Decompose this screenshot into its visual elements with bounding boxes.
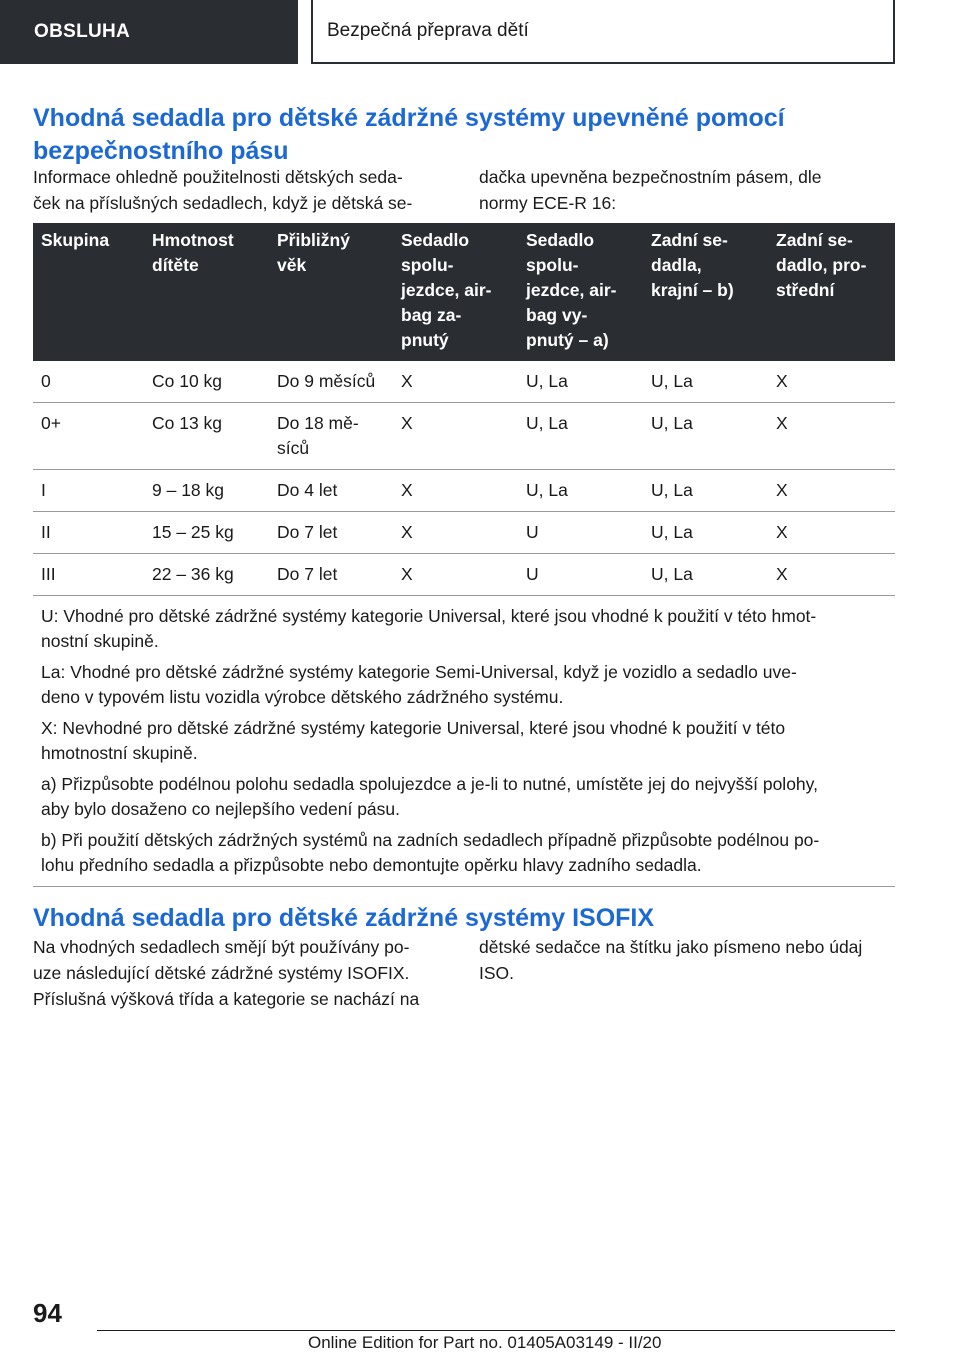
table-cell: Do 9 měsíců — [269, 361, 393, 403]
table-row — [33, 403, 895, 470]
table-cell: III — [33, 554, 144, 596]
table-header-cell: Sedadlo spolu- jezdce, air- bag vy- pnutý – a) — [518, 223, 643, 361]
table-note: a) Přizpůsobte podélnou polohu sedadla spolujezdce a je-li to nutné, umístěte jej do nejvyšší polohy, aby bylo dosaženo co nejlepšího vedení pásu. — [41, 774, 818, 819]
section-title-isofix: Vhodná sedadla pro dětské zádržné systémy ISOFIX — [33, 904, 655, 932]
table-cell: U, La — [643, 470, 768, 512]
table-cell: U — [518, 554, 643, 596]
table-cell: Do 7 let — [269, 554, 393, 596]
table-cell: U, La — [518, 470, 643, 512]
table-note: b) Při použití dětských zádržných systémů na zadních sedadlech případně přizpůsobte podélnou po- lohu předního sedadla a přizpůsobte nebo demontujte opěrku hlavy zadního sedadla. — [41, 830, 820, 875]
table-cell: X — [768, 470, 895, 512]
table-notes — [33, 596, 895, 887]
table-header-cell: Hmotnost dítěte — [144, 223, 269, 361]
header-topic-label: Bezpečná přeprava dětí — [311, 0, 895, 64]
table-row — [33, 361, 895, 403]
table-cell: X — [393, 554, 518, 596]
table-row — [33, 470, 895, 512]
table-cell: Co 10 kg — [144, 361, 269, 403]
seat-suitability-table — [33, 223, 895, 887]
table-cell: U, La — [518, 361, 643, 403]
header-section-label: OBSLUHA — [0, 0, 298, 64]
table-cell: Do 18 mě- síců — [269, 403, 393, 470]
table-cell: Co 13 kg — [144, 403, 269, 470]
table-cell: 15 – 25 kg — [144, 512, 269, 554]
page-number: 94 — [33, 1298, 62, 1328]
table-cell: X — [393, 361, 518, 403]
table-header-row — [33, 223, 895, 361]
table-header-cell: Přibližný věk — [269, 223, 393, 361]
table-cell: X — [393, 512, 518, 554]
table-note: X: Nevhodné pro dětské zádržné systémy kategorie Universal, které jsou vhodné k použití v této hmotnostní skupině. — [41, 718, 786, 763]
footer-edition: Online Edition for Part no. 01405A03149 - II/20 — [308, 1333, 662, 1352]
table-note: U: Vhodné pro dětské zádržné systémy kategorie Universal, které jsou vhodné k použití v této hmot- nostní skupině. — [41, 606, 817, 651]
table-header-cell: Zadní se- dadla, krajní – b) — [643, 223, 768, 361]
footer-divider — [97, 1330, 895, 1331]
table-cell: X — [393, 403, 518, 470]
table-cell: Do 7 let — [269, 512, 393, 554]
table-cell: 0 — [33, 361, 144, 403]
table-row — [33, 512, 895, 554]
table-cell: I — [33, 470, 144, 512]
table-notes-row — [33, 596, 895, 887]
table-cell: 22 – 36 kg — [144, 554, 269, 596]
intro-right-column: dačka upevněna bezpečnostním pásem, dle normy ECE-R 16: — [479, 167, 822, 213]
table-cell: Do 4 let — [269, 470, 393, 512]
intro-left-column: Informace ohledně použitelnosti dětských seda- ček na příslušných sedadlech, když je dětská se- — [33, 167, 413, 213]
table-row — [33, 554, 895, 596]
table-cell: X — [768, 512, 895, 554]
isofix-right-column: dětské sedačce na štítku jako písmeno nebo údaj ISO. — [479, 937, 863, 983]
table-header-cell: Zadní se- dadlo, pro- střední — [768, 223, 895, 361]
table-cell: 9 – 18 kg — [144, 470, 269, 512]
table-cell: X — [768, 361, 895, 403]
table-header-cell: Sedadlo spolu- jezdce, air- bag za- pnutý — [393, 223, 518, 361]
isofix-left-column: Na vhodných sedadlech smějí být používány po- uze následující dětské zádržné systémy ISOFIX. Příslušná výšková třída a kategorie se nachází na — [33, 937, 420, 1009]
table-cell: II — [33, 512, 144, 554]
table-cell: 0+ — [33, 403, 144, 470]
table-cell: U — [518, 512, 643, 554]
table-cell: U, La — [518, 403, 643, 470]
intro-text-belt — [33, 164, 895, 216]
table-cell: U, La — [643, 554, 768, 596]
section-title-belt: Vhodná sedadla pro dětské zádržné systémy upevněné pomocí bezpečnostního pásu — [33, 104, 785, 165]
table-note: La: Vhodné pro dětské zádržné systémy kategorie Semi-Universal, když je vozidlo a sedadlo uve- deno v typovém listu vozidla výrobce dětského zádržného systému. — [41, 662, 797, 707]
table-header-cell: Skupina — [33, 223, 144, 361]
table-cell: X — [768, 403, 895, 470]
table-cell: U, La — [643, 403, 768, 470]
table-cell: U, La — [643, 361, 768, 403]
isofix-text — [33, 934, 895, 1012]
table-cell: U, La — [643, 512, 768, 554]
table-cell: X — [768, 554, 895, 596]
table-cell: X — [393, 470, 518, 512]
